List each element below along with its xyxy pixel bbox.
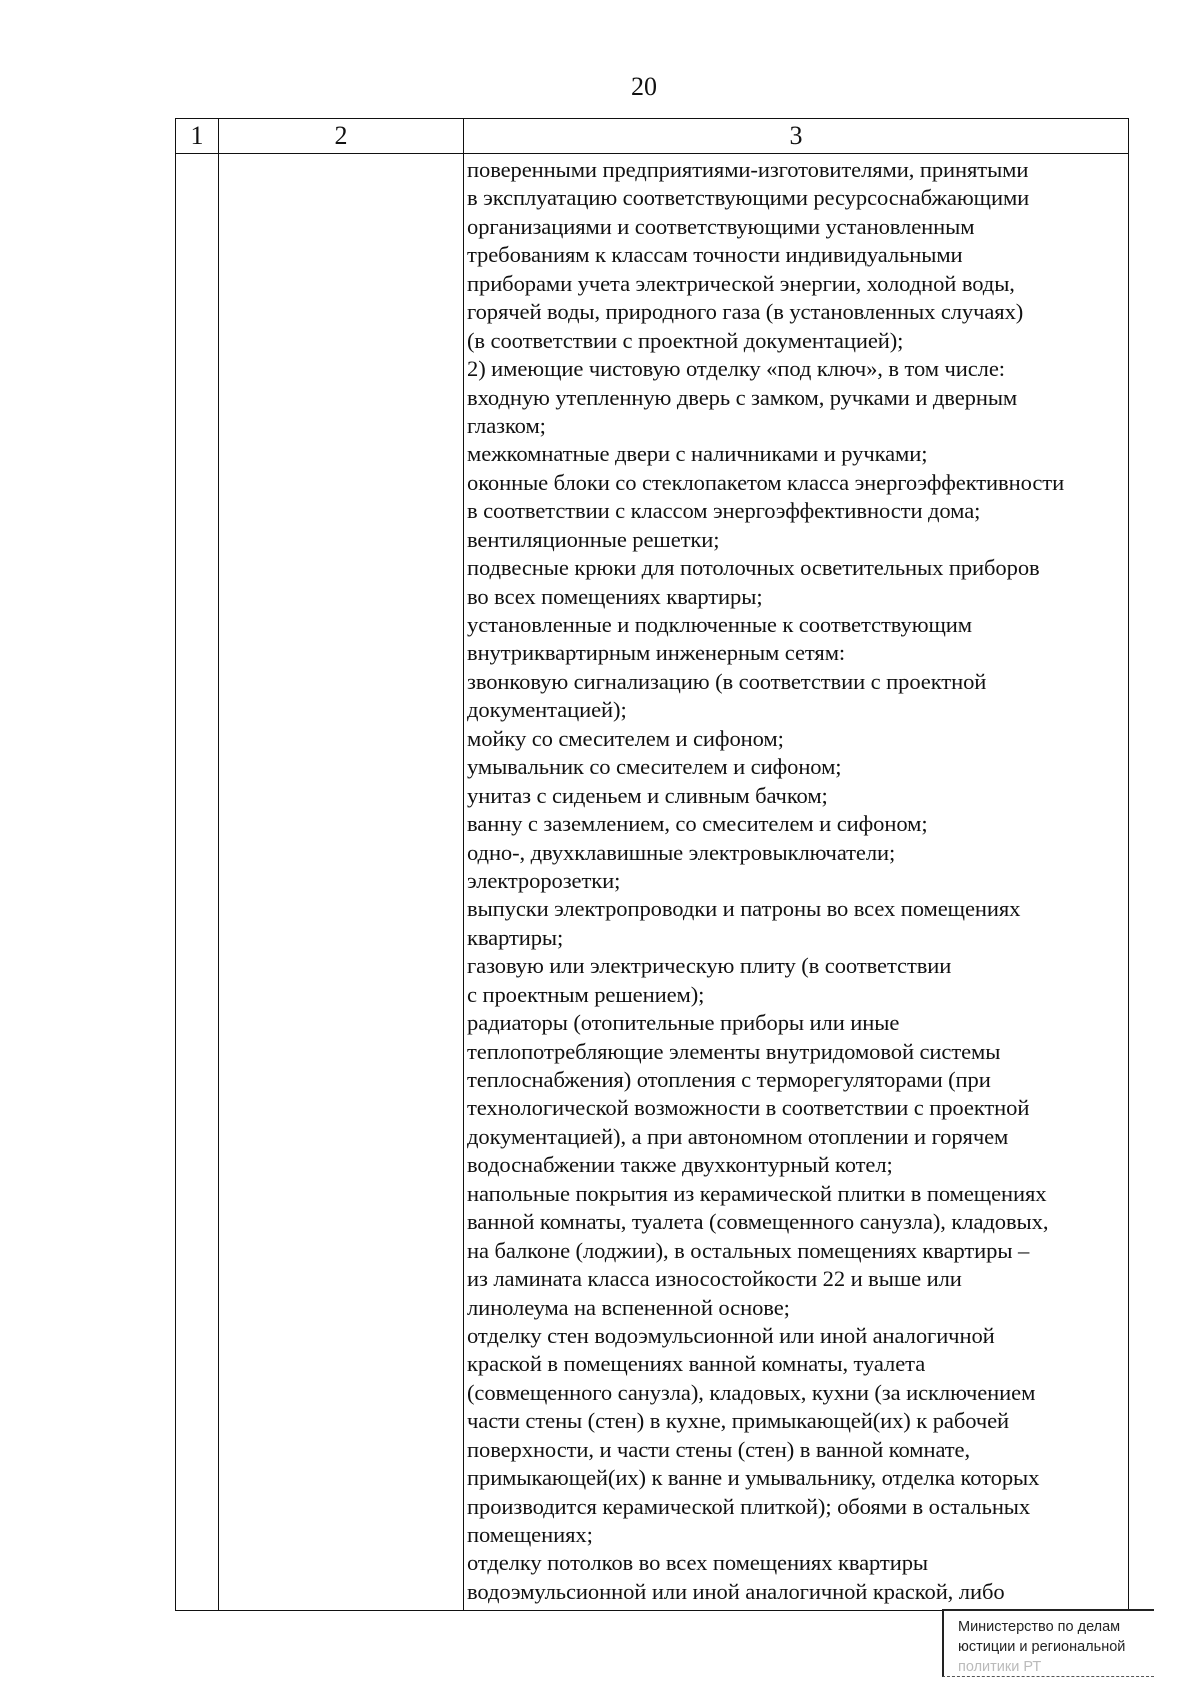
text-line: ванной комнаты, туалета (совмещенного санузла), кладовых,: [467, 1209, 1049, 1235]
text-line: части стены (стен) в кухне, примыкающей(их) к рабочей: [467, 1408, 1010, 1434]
text-line: приборами учета электрической энергии, холодной воды,: [467, 270, 1015, 296]
cell-col3: [464, 154, 1129, 1611]
table-header-row: [176, 119, 1129, 154]
text-line: звонковую сигнализацию (в соответствии с проектной: [467, 668, 987, 694]
text-line: ванну с заземлением, со смесителем и сифоном;: [467, 811, 928, 837]
text-line: мойку со смесителем и сифоном;: [467, 725, 784, 751]
text-line: требованиям к классам точности индивидуальными: [467, 242, 963, 268]
text-line: водоэмульсионной или иной аналогичной краской, либо: [467, 1578, 1005, 1604]
text-line: газовую или электрическую плиту (в соответствии: [467, 953, 952, 979]
text-line: отделку стен водоэмульсионной или иной аналогичной: [467, 1322, 995, 1348]
text-line: (в соответствии с проектной документацией);: [467, 327, 904, 353]
text-line: напольные покрытия из керамической плитки в помещениях: [467, 1180, 1047, 1206]
text-line: в соответствии с классом энергоэффективности дома;: [467, 498, 981, 524]
text-line: водоснабжении также двухконтурный котел;: [467, 1152, 893, 1178]
column-header-2: 2: [219, 119, 464, 154]
column-header-3: 3: [464, 119, 1129, 154]
page-number: 20: [631, 72, 657, 101]
registration-stamp: [942, 1609, 1154, 1677]
text-line: выпуски электропроводки и патроны во всех помещениях: [467, 896, 1021, 922]
text-line: электророзетки;: [467, 867, 621, 893]
column-header-1: 1: [176, 119, 219, 154]
text-line: примыкающей(их) к ванне и умывальнику, отделка которых: [467, 1465, 1040, 1491]
stamp-line-1: Министерство по делам: [958, 1619, 1121, 1635]
stamp-line-2: юстиции и региональной: [958, 1639, 1126, 1655]
requirements-text: [464, 154, 1128, 1610]
text-line: горячей воды, природного газа (в установленных случаях): [467, 299, 1024, 325]
text-line: 2) имеющие чистовую отделку «под ключ», в том числе:: [467, 356, 1005, 382]
document-table: [175, 118, 1129, 1611]
text-line: технологической возможности в соответствии с проектной: [467, 1095, 1030, 1121]
text-line: подвесные крюки для потолочных осветительных приборов: [467, 555, 1040, 581]
text-line: установленные и подключенные к соответствующим: [467, 612, 972, 637]
text-line: вентиляционные решетки;: [467, 526, 720, 552]
text-line: организациями и соответствующими установленным: [467, 213, 975, 239]
stamp-line-3: политики РТ: [958, 1659, 1042, 1675]
text-line: оконные блоки со стеклопакетом класса энергоэффективности: [467, 469, 1065, 495]
text-line: теплоснабжения) отопления с терморегуляторами (при: [467, 1067, 991, 1092]
text-line: производится керамической плиткой); обоями в остальных: [467, 1493, 1031, 1519]
text-line: поверхности, и части стены (стен) в ванной комнате,: [467, 1436, 971, 1462]
text-line: (совмещенного санузла), кладовых, кухни (за исключением: [467, 1379, 1036, 1405]
cell-col1: [176, 154, 219, 1611]
text-line: умывальник со смесителем и сифоном;: [467, 754, 842, 780]
text-line: глазком;: [467, 412, 546, 438]
cell-col2: [219, 154, 464, 1611]
text-line: во всех помещениях квартиры;: [467, 583, 763, 609]
text-line: краской в помещениях ванной комнаты, туалета: [467, 1351, 926, 1377]
text-line: помещениях;: [467, 1522, 593, 1547]
text-line: квартиры;: [467, 924, 564, 950]
text-line: в эксплуатацию соответствующими ресурсоснабжающими: [467, 185, 1030, 211]
text-line: внутриквартирным инженерным сетям:: [467, 640, 846, 666]
text-line: входную утепленную дверь с замком, ручками и дверным: [467, 384, 1018, 410]
text-line: унитаз с сиденьем и сливным бачком;: [467, 782, 828, 808]
text-line: из ламината класса износостойкости 22 и выше или: [467, 1266, 962, 1292]
text-line: межкомнатные двери с наличниками и ручками;: [467, 441, 928, 467]
table-row: [176, 154, 1129, 1611]
text-line: отделку потолков во всех помещениях квартиры: [467, 1550, 928, 1576]
text-line: с проектным решением);: [467, 981, 705, 1007]
text-line: линолеума на вспененной основе;: [467, 1294, 790, 1320]
text-line: документацией), а при автономном отоплении и горячем: [467, 1123, 1009, 1149]
text-line: на балконе (лоджии), в остальных помещениях квартиры –: [467, 1237, 1030, 1263]
text-line: теплопотребляющие элементы внутридомовой системы: [467, 1038, 1001, 1064]
text-line: радиаторы (отопительные приборы или иные: [467, 1010, 900, 1036]
text-line: поверенными предприятиями-изготовителями, принятыми: [467, 157, 1029, 182]
text-line: одно-, двухклавишные электровыключатели;: [467, 839, 896, 865]
text-line: документацией);: [467, 697, 627, 723]
